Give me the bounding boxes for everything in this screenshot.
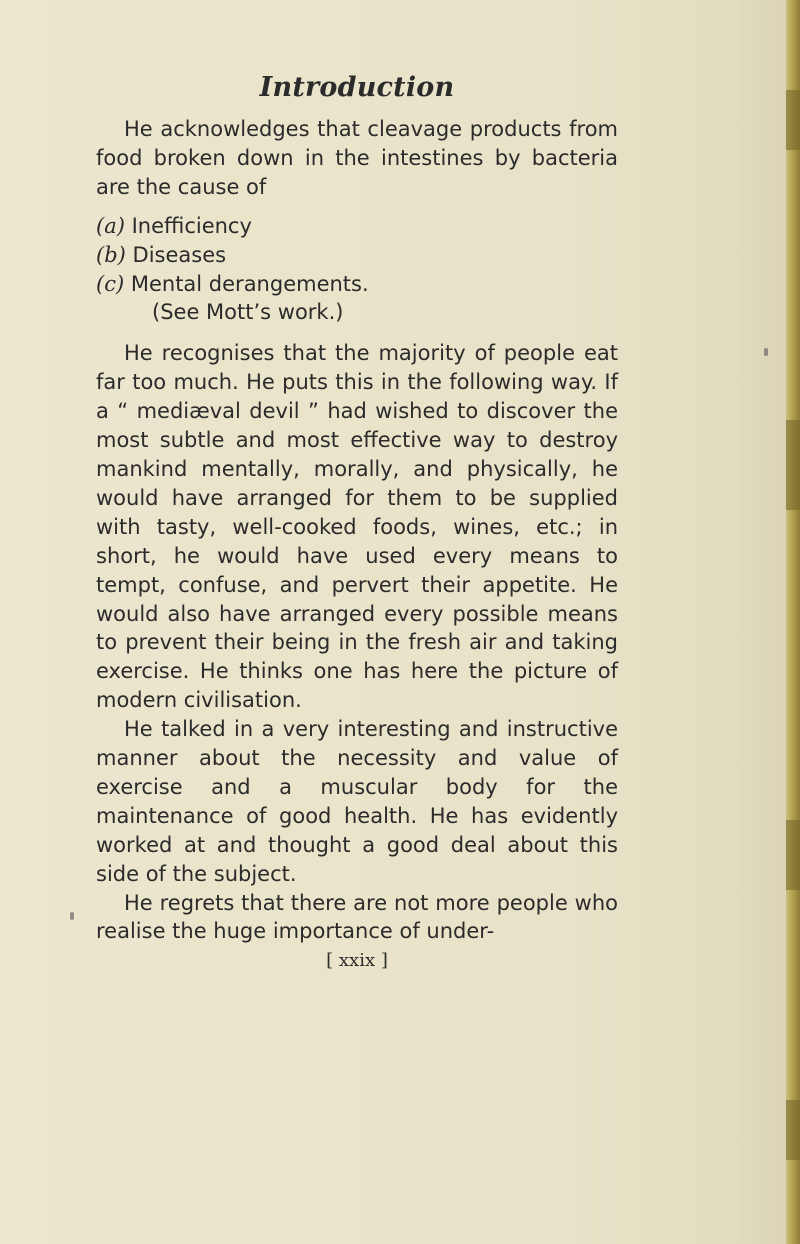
page-content: [96, 72, 618, 976]
paragraph: He regrets that there are not more people who realise the huge importance of under-: [96, 890, 618, 944]
list-text: Inefficiency: [131, 213, 252, 238]
list-text: Diseases: [132, 242, 227, 267]
list-marker: (b): [96, 242, 126, 267]
list-marker: (c): [96, 271, 125, 296]
list-item: [96, 212, 618, 241]
edge-shadow: [786, 90, 800, 150]
list-item: [96, 241, 618, 270]
page-number: [ xxix ]: [326, 950, 388, 972]
intro-paragraph: He acknowledges that cleavage products from food broken down in the intestines by bacteria are the cause of: [96, 117, 618, 199]
list-text: Mental derangements.: [130, 271, 369, 296]
edge-shadow: [786, 420, 800, 510]
running-head: Introduction: [259, 72, 455, 103]
edge-shadow: [786, 820, 800, 890]
paragraph: He talked in a very interesting and instructive manner about the necessity and value of exercise and a muscular body for the maintenance of good health. He has evidently worked at and thought a good deal about this side of the subject.: [96, 717, 618, 886]
margin-speck: [70, 912, 74, 920]
effects-list: [96, 212, 618, 328]
margin-speck: [764, 348, 768, 356]
list-item: [96, 270, 618, 299]
page-edge: [786, 0, 800, 1244]
body-text: [96, 115, 618, 946]
reference-note: (See Mott’s work.): [152, 300, 344, 325]
paragraph: He recognises that the majority of people eat far too much. He puts this in the following way. If a “ mediæval devil ” had wished to discover the most subtle and most effective way to destroy mankind mentally, morally, and physically, he would have arranged for them to be supplied with tasty, well-cooked foods, wines, etc.; in short, he would have used every means to tempt, confuse, and pervert their appetite. He would also have arranged every possible means to prevent their being in the fresh air and taking exercise. He thinks one has here the picture of modern civilisation.: [96, 341, 618, 713]
list-marker: (a): [96, 213, 125, 238]
edge-shadow: [786, 1100, 800, 1160]
